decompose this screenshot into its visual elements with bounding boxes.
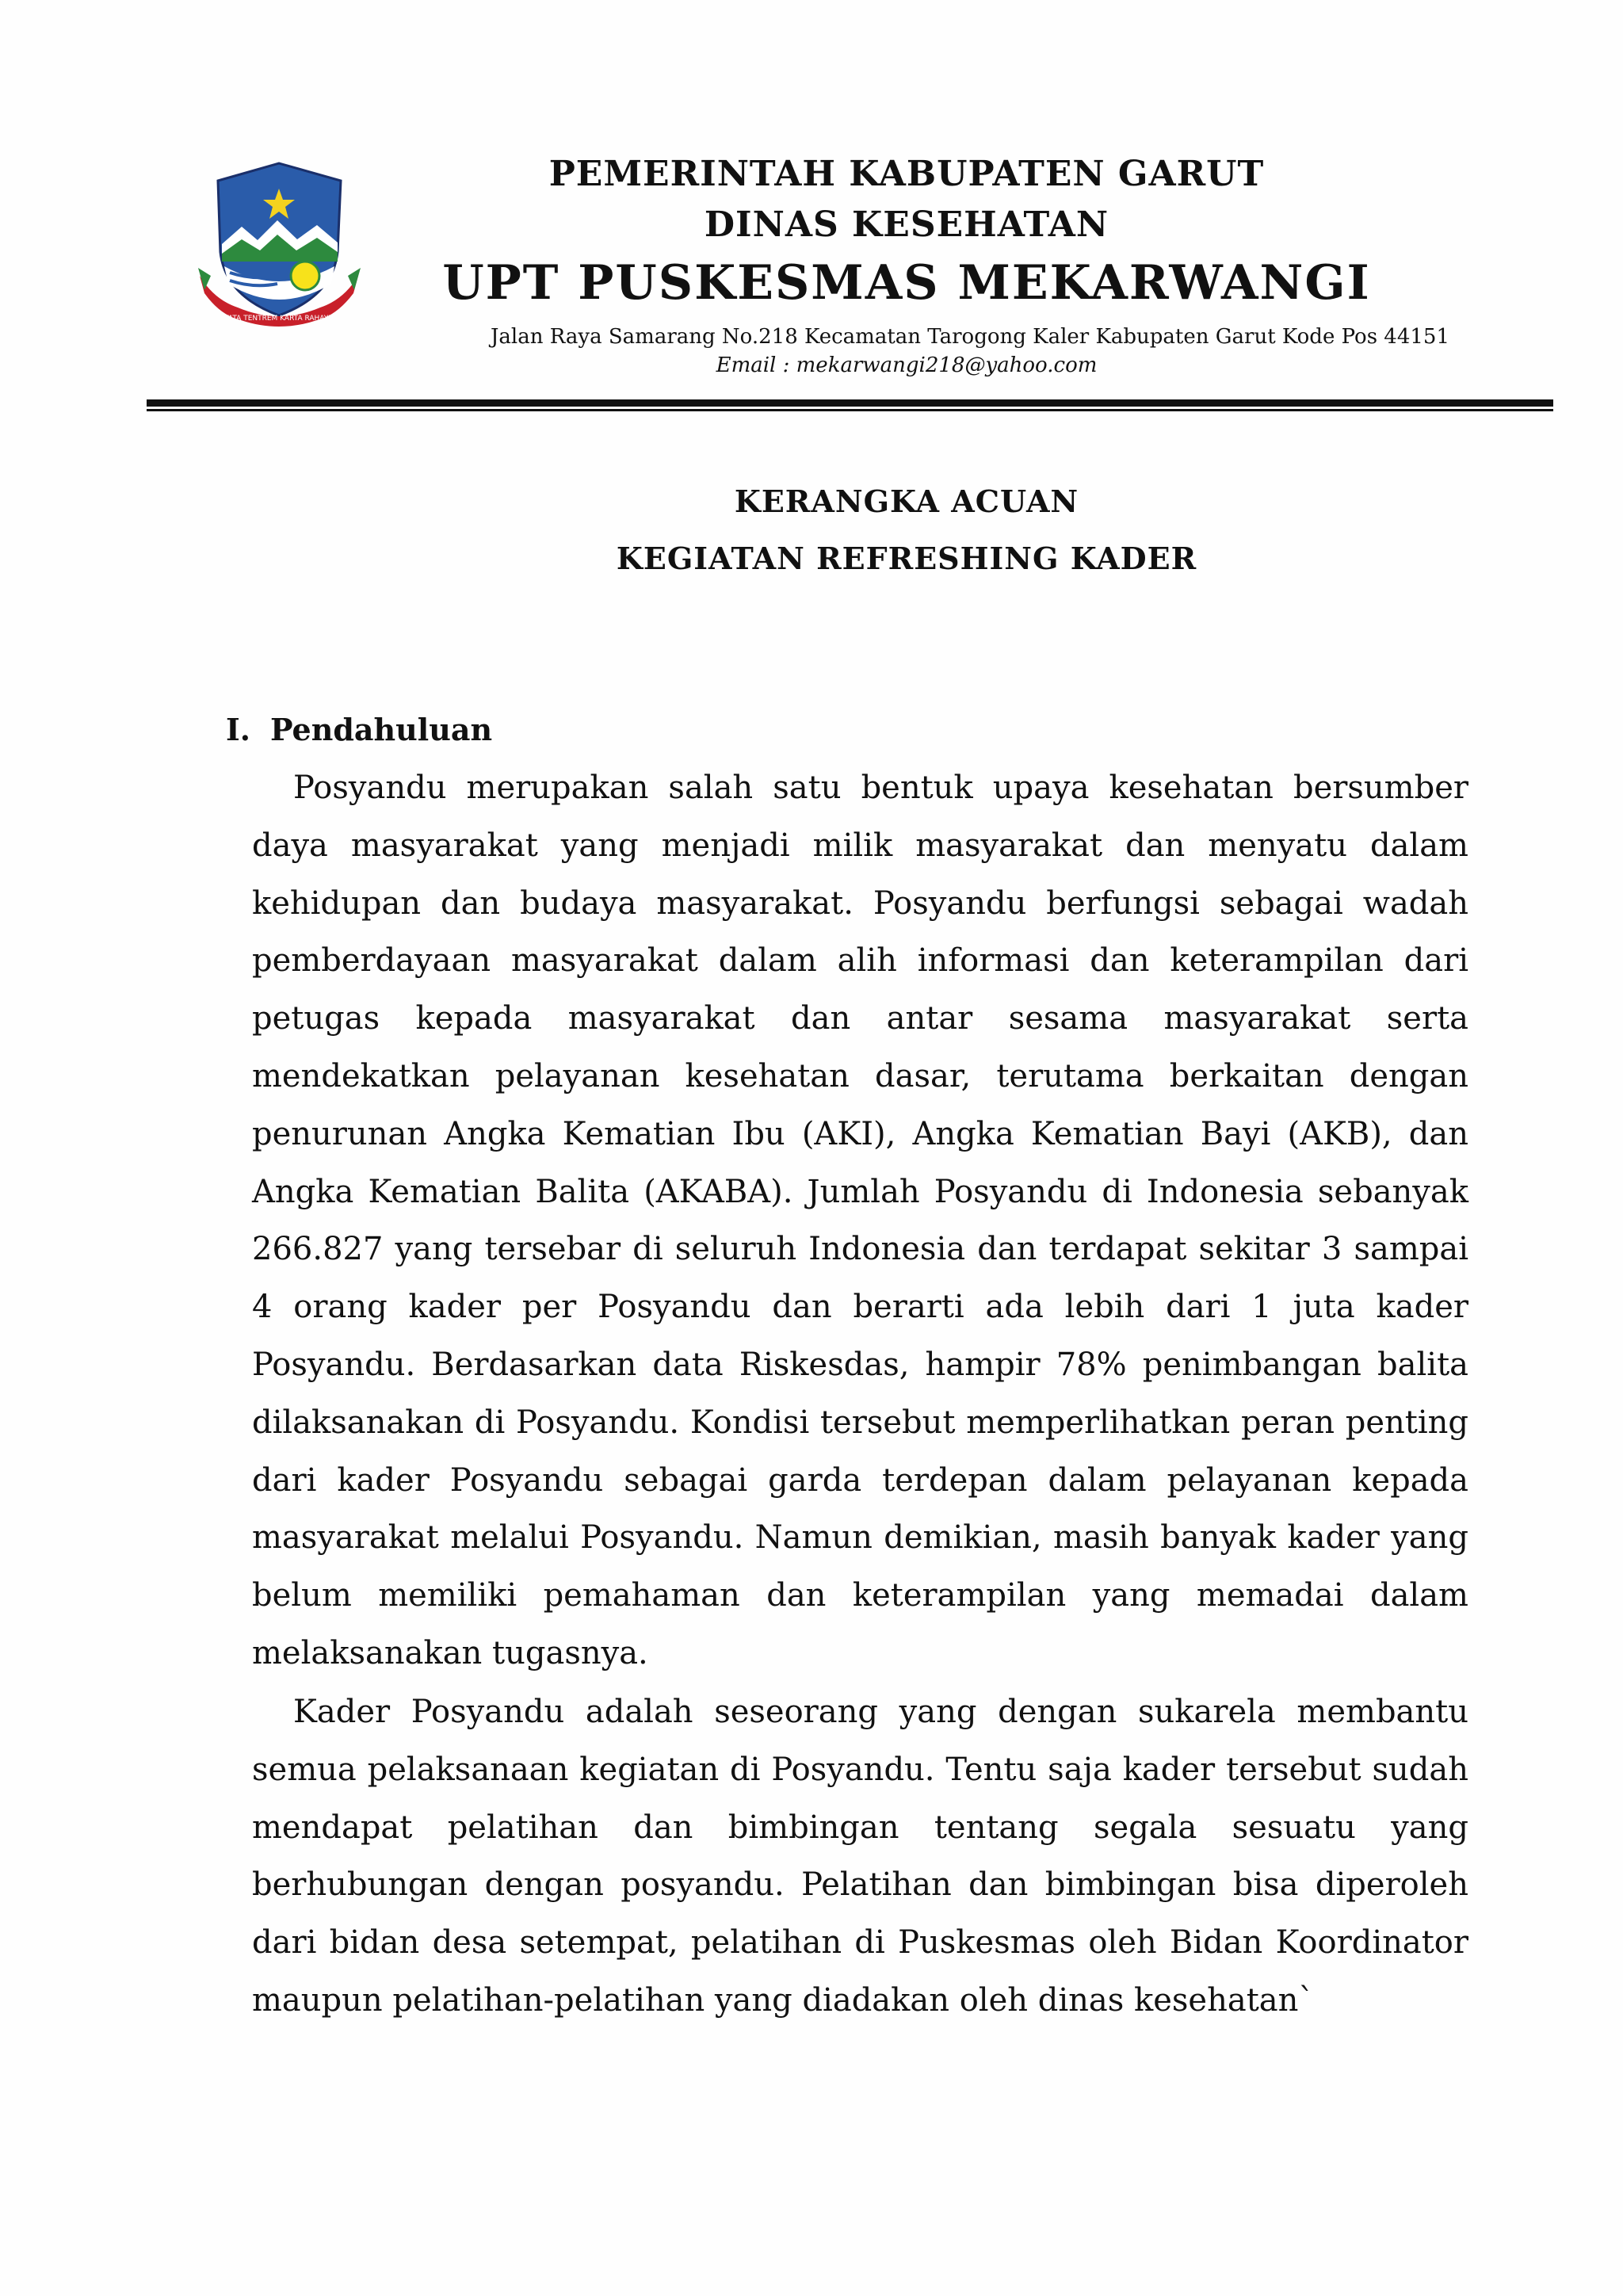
body-paragraph: Posyandu merupakan salah satu bentuk upaya kesehatan bersumber daya masyarakat yang menjadi milik masyarakat dan menyatu dalam kehidupan dan budaya masyarakat. Posyandu berfungsi sebagai wadah pemberdayaan masyarakat dalam alih informasi dan keterampilan dari petugas kepada masyarakat dan antar sesama masyarakat serta mendekatkan pelayanan kesehatan dasar, terutama berkaitan dengan penurunan Angka Kematian Ibu (AKI), Angka Kematian Bayi (AKB), dan Angka Kematian Balita (AKABA). Jumlah Posyandu di Indonesia sebanyak 266.827 yang tersebar di seluruh Indonesia dan terdapat sekitar 3 sampai 4 orang kader per Posyandu dan berarti ada lebih dari 1 juta kader Posyandu. Berdasarkan data Riskesdas, hampir 78% penimbangan balita dilaksanakan di Posyandu. Kondisi tersebut memperlihatkan peran penting dari kader Posyandu sebagai garda terdepan dalam pelayanan kepada masyarakat melalui Posyandu. Namun demikian, masih banyak kader yang belum memiliki pemahaman dan keterampilan yang memadai dalam melaksanakan tugasnya. <box>252 770 1468 1671</box>
letterhead-department: DINAS KESEHATAN <box>704 204 1109 245</box>
letterhead-divider-thick <box>147 399 1553 407</box>
document-title: KERANGKA ACUAN <box>734 483 1079 519</box>
letterhead-email: Email : mekarwangi218@yahoo.com <box>716 353 1098 377</box>
letterhead-address: Jalan Raya Samarang No.218 Kecamatan Tarogong Kaler Kabupaten Garut Kode Pos 44151 <box>490 325 1450 349</box>
body-paragraph: Kader Posyandu adalah seseorang yang dengan sukarela membantu semua pelaksanaan kegiatan di Posyandu. Tentu saja kader tersebut sudah mendapat pelatihan dan bimbingan tentang segala sesuatu yang berhubungan dengan posyandu. Pelatihan dan bimbingan bisa diperoleh dari bidan desa setempat, pelatihan di Puskesmas oleh Bidan Koordinator maupun pelatihan-pelatihan yang diadakan oleh dinas kesehatan` <box>252 1694 1468 2019</box>
logo-motto-text: TATA TENTREM KARTA RAHAYU <box>224 315 334 323</box>
letterhead-divider-thin <box>147 409 1553 411</box>
section-title: Pendahuluan <box>270 712 493 747</box>
letterhead-government: PEMERINTAH KABUPATEN GARUT <box>548 154 1265 194</box>
section-number: I. <box>226 712 251 747</box>
document-subtitle: KEGIATAN REFRESHING KADER <box>616 541 1197 576</box>
section-heading <box>226 712 492 747</box>
letterhead-institution: UPT PUSKESMAS MEKARWANGI <box>442 255 1371 311</box>
